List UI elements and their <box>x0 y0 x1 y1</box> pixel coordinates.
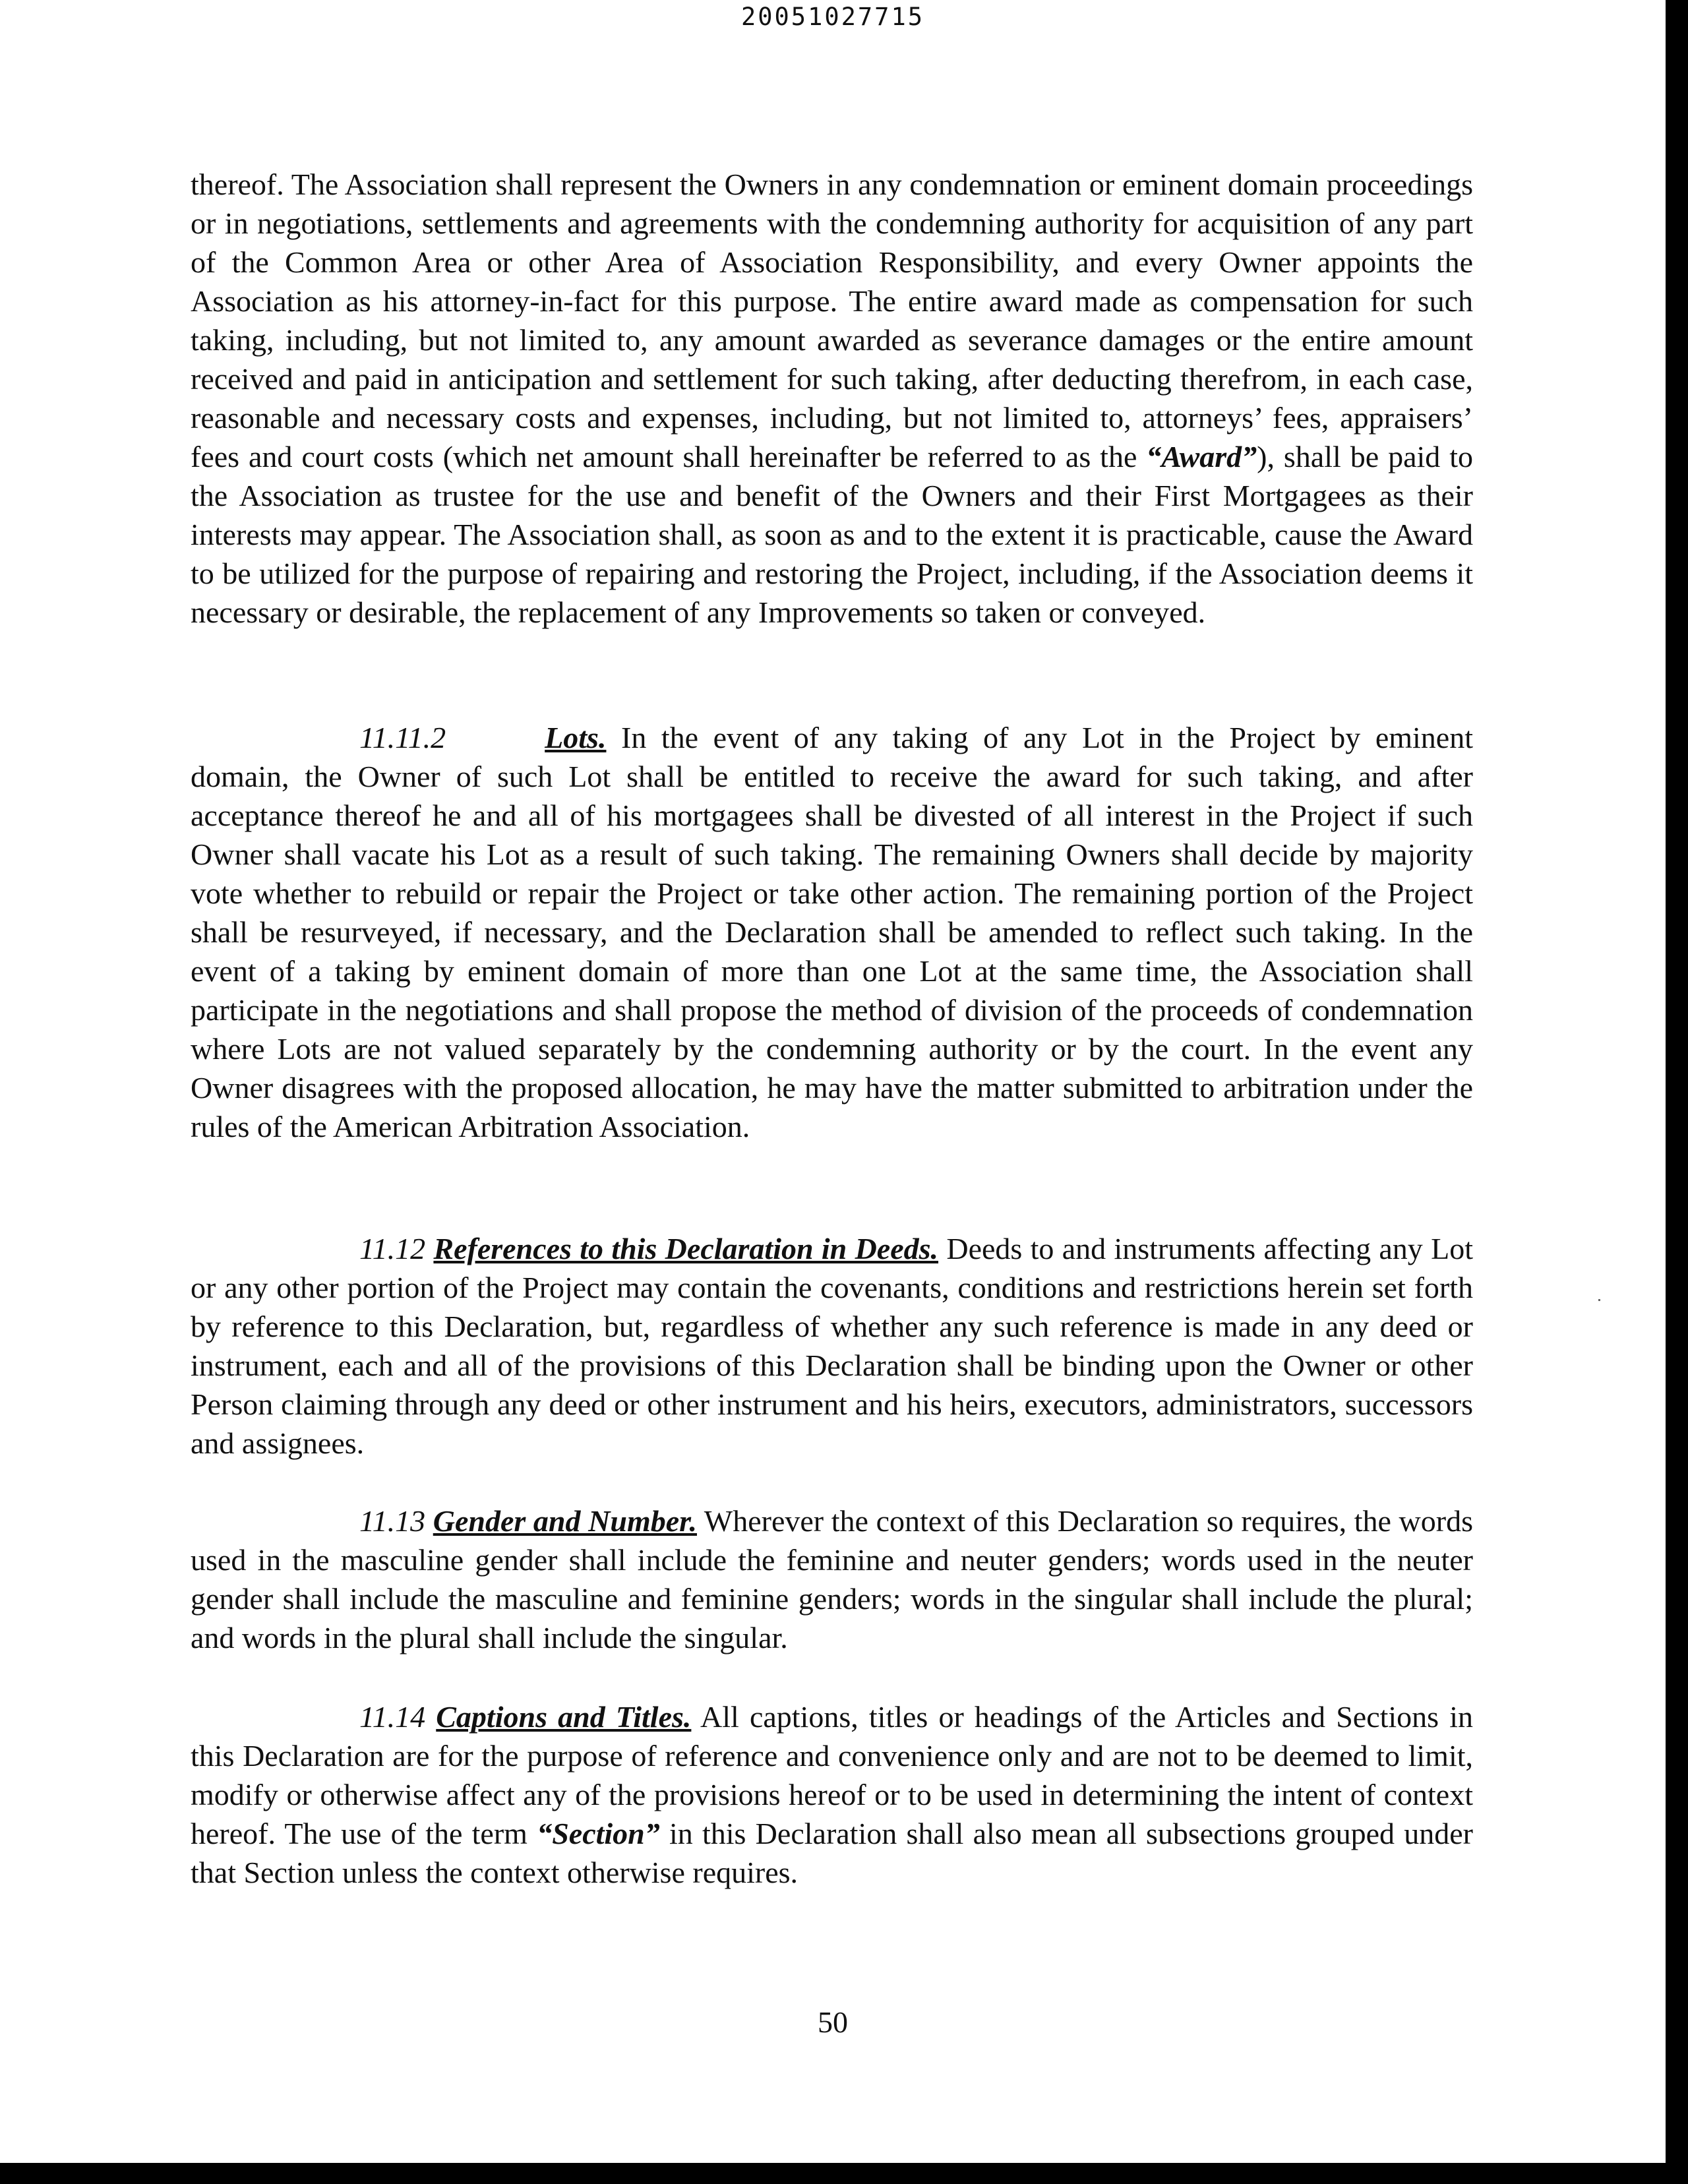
scan-speck <box>1598 1299 1600 1301</box>
paragraph-text-after: in this Declaration shall also mean all subsections grouped under that Section unless the context otherwise requires. <box>191 1817 1473 1889</box>
paragraph-text: All captions, titles or headings of the Articles and Sections in this Declaration are for the purpose of reference and convenience only and are not to be deemed to limit, modify or otherwise affect any of the provisions hereof or to be used in determining the intent of context hereof. The use of the term <box>191 1700 1473 1850</box>
paragraph-section-11-12 <box>191 1229 1473 1463</box>
section-heading-gender: Gender and Number. <box>433 1504 697 1538</box>
paragraph-section-11-14 <box>191 1697 1473 1892</box>
paragraph-section-11-13 <box>191 1502 1473 1657</box>
paragraph-text: thereof. The Association shall represent the Owners in any condemnation or eminent domain proceedings or in negotiations, settlements and agreements with the condemning authority for acquisition of any part of the Common Area or other Area of Association Responsibility, and every Owner appoints the Association as his attorney-in-fact for this purpose. The entire award made as compensation for such taking, including, but not limited to, any amount awarded as severance damages or the entire amount received and paid in anticipation and settlement for such taking, after deducting therefrom, in each case, reasonable and necessary costs and expenses, including, but not limited to, attorneys’ fees, appraisers’ fees and court costs (which net amount shall hereinafter be referred to as the <box>191 167 1473 473</box>
defined-term-section: “Section” <box>537 1817 660 1850</box>
paragraph-condemnation-continued <box>191 165 1473 632</box>
scan-border-right <box>1666 0 1688 2184</box>
section-number: 11.13 <box>359 1504 426 1538</box>
paragraph-text-after: ), shall be paid to the Association as trustee for the use and benefit of the Owners and their First Mortgagees as their interests may appear. The Association shall, as soon as and to the extent it is practicable, cause the Award to be utilized for the purpose of repairing and restoring the Project, including, if the Association deems it necessary or desirable, the replacement of any Improvements so taken or conveyed. <box>191 440 1473 629</box>
section-number: 11.14 <box>359 1700 426 1734</box>
defined-term-award: “Award” <box>1146 440 1257 473</box>
section-number: 11.11.2 <box>359 721 446 754</box>
document-id: 20051027715 <box>740 3 925 31</box>
page-number: 50 <box>818 2005 848 2039</box>
paragraph-text: In the event of any taking of any Lot in the Project by eminent domain, the Owner of such Lot shall be entitled to receive the award for such taking, and after acceptance thereof he and all of his mortgagees shall be divested of all interest in the Project if such Owner shall vacate his Lot as a result of such taking. The remaining Owners shall decide by majority vote whether to rebuild or repair the Project or take other action. The remaining portion of the Project shall be resurveyed, if necessary, and the Declaration shall be amended to reflect such taking. In the event of a taking by eminent domain of more than one Lot at the same time, the Association shall participate in the negotiations and shall propose the method of division of the proceeds of condemnation where Lots are not valued separately by the condemning authority or by the court. In the event any Owner disagrees with the proposed allocation, he may have the matter submitted to arbitration under the rules of the American Arbitration Association. <box>191 721 1473 1143</box>
section-number: 11.12 <box>359 1232 426 1265</box>
section-heading-captions: Captions and Titles. <box>436 1700 692 1734</box>
section-heading-lots: Lots. <box>545 721 607 754</box>
paragraph-section-11-11-2 <box>191 718 1473 1146</box>
section-heading-references: References to this Declaration in Deeds. <box>433 1232 939 1265</box>
paragraph-text: Deeds to and instruments affecting any Lot or any other portion of the Project may contain the covenants, conditions and restrictions herein set forth by reference to this Declaration, but, regardless of whether any such reference is made in any deed or instrument, each and all of the provisions of this Declaration shall be binding upon the Owner or other Person claiming through any deed or other instrument and his heirs, executors, administrators, successors and assignees. <box>191 1232 1474 1460</box>
paragraph-text: Wherever the context of this Declaration so requires, the words used in the masculine gender shall include the feminine and neuter genders; words used in the neuter gender shall include the masculine and feminine genders; words in the singular shall include the plural; and words in the plural shall include the singular. <box>191 1504 1473 1654</box>
scan-border-bottom <box>0 2163 1688 2184</box>
